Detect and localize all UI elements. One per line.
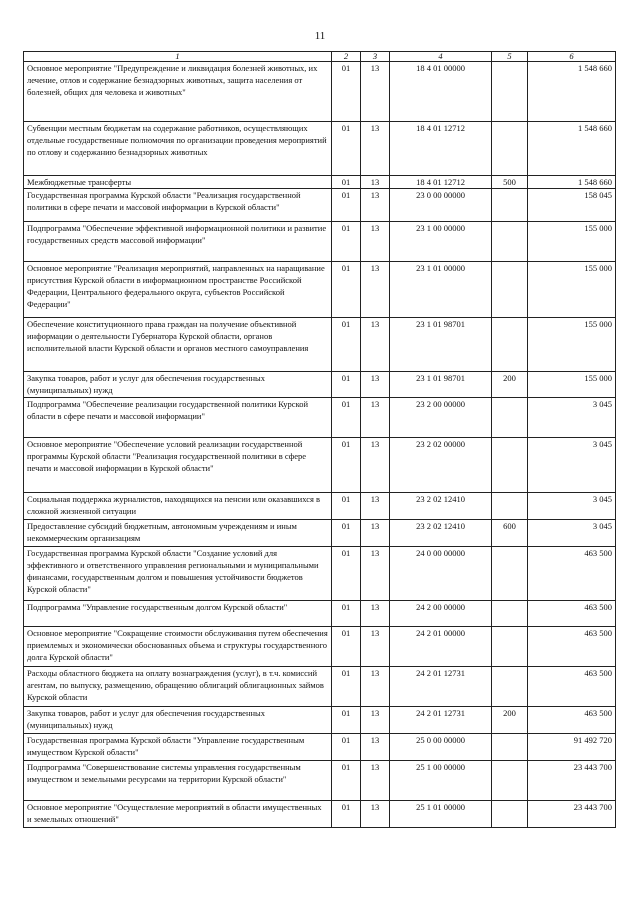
row-target-article: 24 2 01 00000: [390, 627, 492, 667]
table-row: [24, 667, 616, 707]
row-expense-type: [492, 222, 528, 262]
row-target-article: 23 1 01 00000: [390, 262, 492, 318]
row-amount: 463 500: [528, 667, 616, 707]
row-expense-type: [492, 734, 528, 761]
row-section: 01: [332, 761, 361, 801]
row-expense-type: [492, 667, 528, 707]
row-section: 01: [332, 176, 361, 189]
table-row: [24, 189, 616, 222]
row-amount: 158 045: [528, 189, 616, 222]
table-row: [24, 222, 616, 262]
row-section: 01: [332, 801, 361, 828]
row-section: 01: [332, 122, 361, 176]
table-row: [24, 122, 616, 176]
row-amount: 1 548 660: [528, 122, 616, 176]
row-section: 01: [332, 601, 361, 627]
row-expense-type: 500: [492, 176, 528, 189]
row-expense-type: [492, 189, 528, 222]
column-header: 3: [361, 52, 390, 62]
row-section: 01: [332, 222, 361, 262]
row-section: 01: [332, 493, 361, 520]
row-target-article: 24 2 01 12731: [390, 707, 492, 734]
row-expense-type: [492, 801, 528, 828]
row-section: 01: [332, 547, 361, 601]
row-amount: 23 443 700: [528, 761, 616, 801]
row-subsection: 13: [361, 398, 390, 438]
row-subsection: 13: [361, 493, 390, 520]
row-target-article: 23 1 01 98701: [390, 372, 492, 398]
row-subsection: 13: [361, 761, 390, 801]
row-target-article: 24 2 01 12731: [390, 667, 492, 707]
column-header: 4: [390, 52, 492, 62]
row-amount: 463 500: [528, 627, 616, 667]
table-row: [24, 761, 616, 801]
table-row: [24, 601, 616, 627]
row-target-article: 23 2 02 12410: [390, 520, 492, 547]
row-name: Основное мероприятие "Осуществление мероприятий в области имущественных и земельных отношений": [24, 801, 332, 828]
table-row: [24, 801, 616, 828]
row-amount: 1 548 660: [528, 62, 616, 122]
row-expense-type: [492, 547, 528, 601]
row-amount: 463 500: [528, 601, 616, 627]
row-expense-type: [492, 627, 528, 667]
column-header: 6: [528, 52, 616, 62]
row-target-article: 24 2 00 00000: [390, 601, 492, 627]
row-amount: 3 045: [528, 438, 616, 493]
row-target-article: 23 2 02 12410: [390, 493, 492, 520]
budget-table: [23, 51, 616, 828]
row-subsection: 13: [361, 734, 390, 761]
row-name: Социальная поддержка журналистов, находящихся на пенсии или оказавшихся в сложной жизненной ситуации: [24, 493, 332, 520]
row-target-article: 23 2 00 00000: [390, 398, 492, 438]
row-section: 01: [332, 667, 361, 707]
row-section: 01: [332, 398, 361, 438]
row-name: Подпрограмма "Совершенствование системы управления государственным имуществом и земельными ресурсами на территории Курской области": [24, 761, 332, 801]
row-name: Предоставление субсидий бюджетным, автономным учреждениям и иным некоммерческим организациям: [24, 520, 332, 547]
row-subsection: 13: [361, 189, 390, 222]
row-amount: 463 500: [528, 707, 616, 734]
row-section: 01: [332, 189, 361, 222]
row-name: Основное мероприятие "Реализация мероприятий, направленных на наращивание присутствия Курской области в информационном пространстве Российской Федерации, Центрального федерального округа, субъектов Российской Федерации": [24, 262, 332, 318]
row-expense-type: [492, 493, 528, 520]
table-row: [24, 547, 616, 601]
column-header: 2: [332, 52, 361, 62]
row-amount: 3 045: [528, 398, 616, 438]
table-row: [24, 262, 616, 318]
row-section: 01: [332, 520, 361, 547]
row-name: Государственная программа Курской области "Управление государственным имуществом Курской области": [24, 734, 332, 761]
row-subsection: 13: [361, 547, 390, 601]
row-name: Подпрограмма "Управление государственным долгом Курской области": [24, 601, 332, 627]
row-subsection: 13: [361, 262, 390, 318]
row-section: 01: [332, 262, 361, 318]
table-row: [24, 398, 616, 438]
table-row: [24, 707, 616, 734]
row-name: Субвенции местным бюджетам на содержание работников, осуществляющих отдельные государственные полномочия по организации проведения мероприятий по отлову и содержанию безнадзорных животных: [24, 122, 332, 176]
row-name: Подпрограмма "Обеспечение реализации государственной политики Курской области в сфере печати и массовой информации": [24, 398, 332, 438]
row-expense-type: [492, 122, 528, 176]
row-amount: 91 492 720: [528, 734, 616, 761]
row-expense-type: [492, 438, 528, 493]
row-expense-type: 200: [492, 707, 528, 734]
row-name: Основное мероприятие "Предупреждение и ликвидация болезней животных, их лечение, отлов и содержание безнадзорных животных, защита населения от болезней, общих для человека и животных": [24, 62, 332, 122]
row-amount: 1 548 660: [528, 176, 616, 189]
row-target-article: 25 1 00 00000: [390, 761, 492, 801]
row-section: 01: [332, 627, 361, 667]
table-row: [24, 493, 616, 520]
row-amount: 3 045: [528, 493, 616, 520]
row-subsection: 13: [361, 122, 390, 176]
row-section: 01: [332, 62, 361, 122]
row-target-article: 25 0 00 00000: [390, 734, 492, 761]
row-amount: 155 000: [528, 222, 616, 262]
table-header-row: [24, 52, 616, 62]
row-subsection: 13: [361, 627, 390, 667]
column-header: 1: [24, 52, 332, 62]
row-name: Основное мероприятие "Сокращение стоимости обслуживания путем обеспечения приемлемых и экономически обоснованных объема и структуры государственного долга Курской области": [24, 627, 332, 667]
row-subsection: 13: [361, 62, 390, 122]
row-expense-type: [492, 318, 528, 372]
row-expense-type: [492, 62, 528, 122]
row-amount: 23 443 700: [528, 801, 616, 828]
row-target-article: 24 0 00 00000: [390, 547, 492, 601]
row-subsection: 13: [361, 707, 390, 734]
row-section: 01: [332, 734, 361, 761]
row-name: Государственная программа Курской области "Создание условий для эффективного и ответственного управления региональными и муниципальными финансами, государственным долгом и повышения устойчивости бюджетов Курской области": [24, 547, 332, 601]
table-row: [24, 520, 616, 547]
row-name: Межбюджетные трансферты: [24, 176, 332, 189]
table-row: [24, 176, 616, 189]
row-name: Основное мероприятие "Обеспечение условий реализации государственной программы Курской области "Реализация государственной политики в сфере печати и массовой информации в Курской области": [24, 438, 332, 493]
row-target-article: 23 2 02 00000: [390, 438, 492, 493]
row-target-article: 18 4 01 12712: [390, 176, 492, 189]
row-section: 01: [332, 318, 361, 372]
table-row: [24, 372, 616, 398]
row-subsection: 13: [361, 601, 390, 627]
row-expense-type: [492, 601, 528, 627]
table-row: [24, 438, 616, 493]
column-header: 5: [492, 52, 528, 62]
row-expense-type: [492, 398, 528, 438]
page-number: 11: [314, 30, 326, 42]
table-row: [24, 318, 616, 372]
row-subsection: 13: [361, 318, 390, 372]
row-target-article: 18 4 01 12712: [390, 122, 492, 176]
row-section: 01: [332, 372, 361, 398]
row-subsection: 13: [361, 438, 390, 493]
row-expense-type: [492, 262, 528, 318]
row-amount: 155 000: [528, 372, 616, 398]
row-subsection: 13: [361, 520, 390, 547]
row-amount: 3 045: [528, 520, 616, 547]
row-subsection: 13: [361, 176, 390, 189]
row-amount: 155 000: [528, 262, 616, 318]
table-row: [24, 62, 616, 122]
row-target-article: 25 1 01 00000: [390, 801, 492, 828]
row-subsection: 13: [361, 667, 390, 707]
row-name: Расходы областного бюджета на оплату вознаграждения (услуг), в т.ч. комиссий агентам, по выпуску, размещению, обращению облигаций облигационных займов Курской области: [24, 667, 332, 707]
table-row: [24, 627, 616, 667]
row-expense-type: 600: [492, 520, 528, 547]
row-amount: 155 000: [528, 318, 616, 372]
row-target-article: 23 1 01 98701: [390, 318, 492, 372]
row-name: Закупка товаров, работ и услуг для обеспечения государственных (муниципальных) нужд: [24, 707, 332, 734]
row-name: Подпрограмма "Обеспечение эффективной информационной политики и развитие государственных средств массовой информации": [24, 222, 332, 262]
table-row: [24, 734, 616, 761]
row-section: 01: [332, 707, 361, 734]
row-name: Государственная программа Курской области "Реализация государственной политики в сфере печати и массовой информации в Курской области": [24, 189, 332, 222]
row-subsection: 13: [361, 222, 390, 262]
row-amount: 463 500: [528, 547, 616, 601]
row-expense-type: [492, 761, 528, 801]
row-target-article: 23 1 00 00000: [390, 222, 492, 262]
row-name: Закупка товаров, работ и услуг для обеспечения государственных (муниципальных) нужд: [24, 372, 332, 398]
row-name: Обеспечение конституционного права граждан на получение объективной информации о деятельности Губернатора Курской области, органов исполнительной власти Курской области и органов местного самоуправления: [24, 318, 332, 372]
row-target-article: 18 4 01 00000: [390, 62, 492, 122]
row-target-article: 23 0 00 00000: [390, 189, 492, 222]
row-subsection: 13: [361, 801, 390, 828]
row-subsection: 13: [361, 372, 390, 398]
row-expense-type: 200: [492, 372, 528, 398]
row-section: 01: [332, 438, 361, 493]
